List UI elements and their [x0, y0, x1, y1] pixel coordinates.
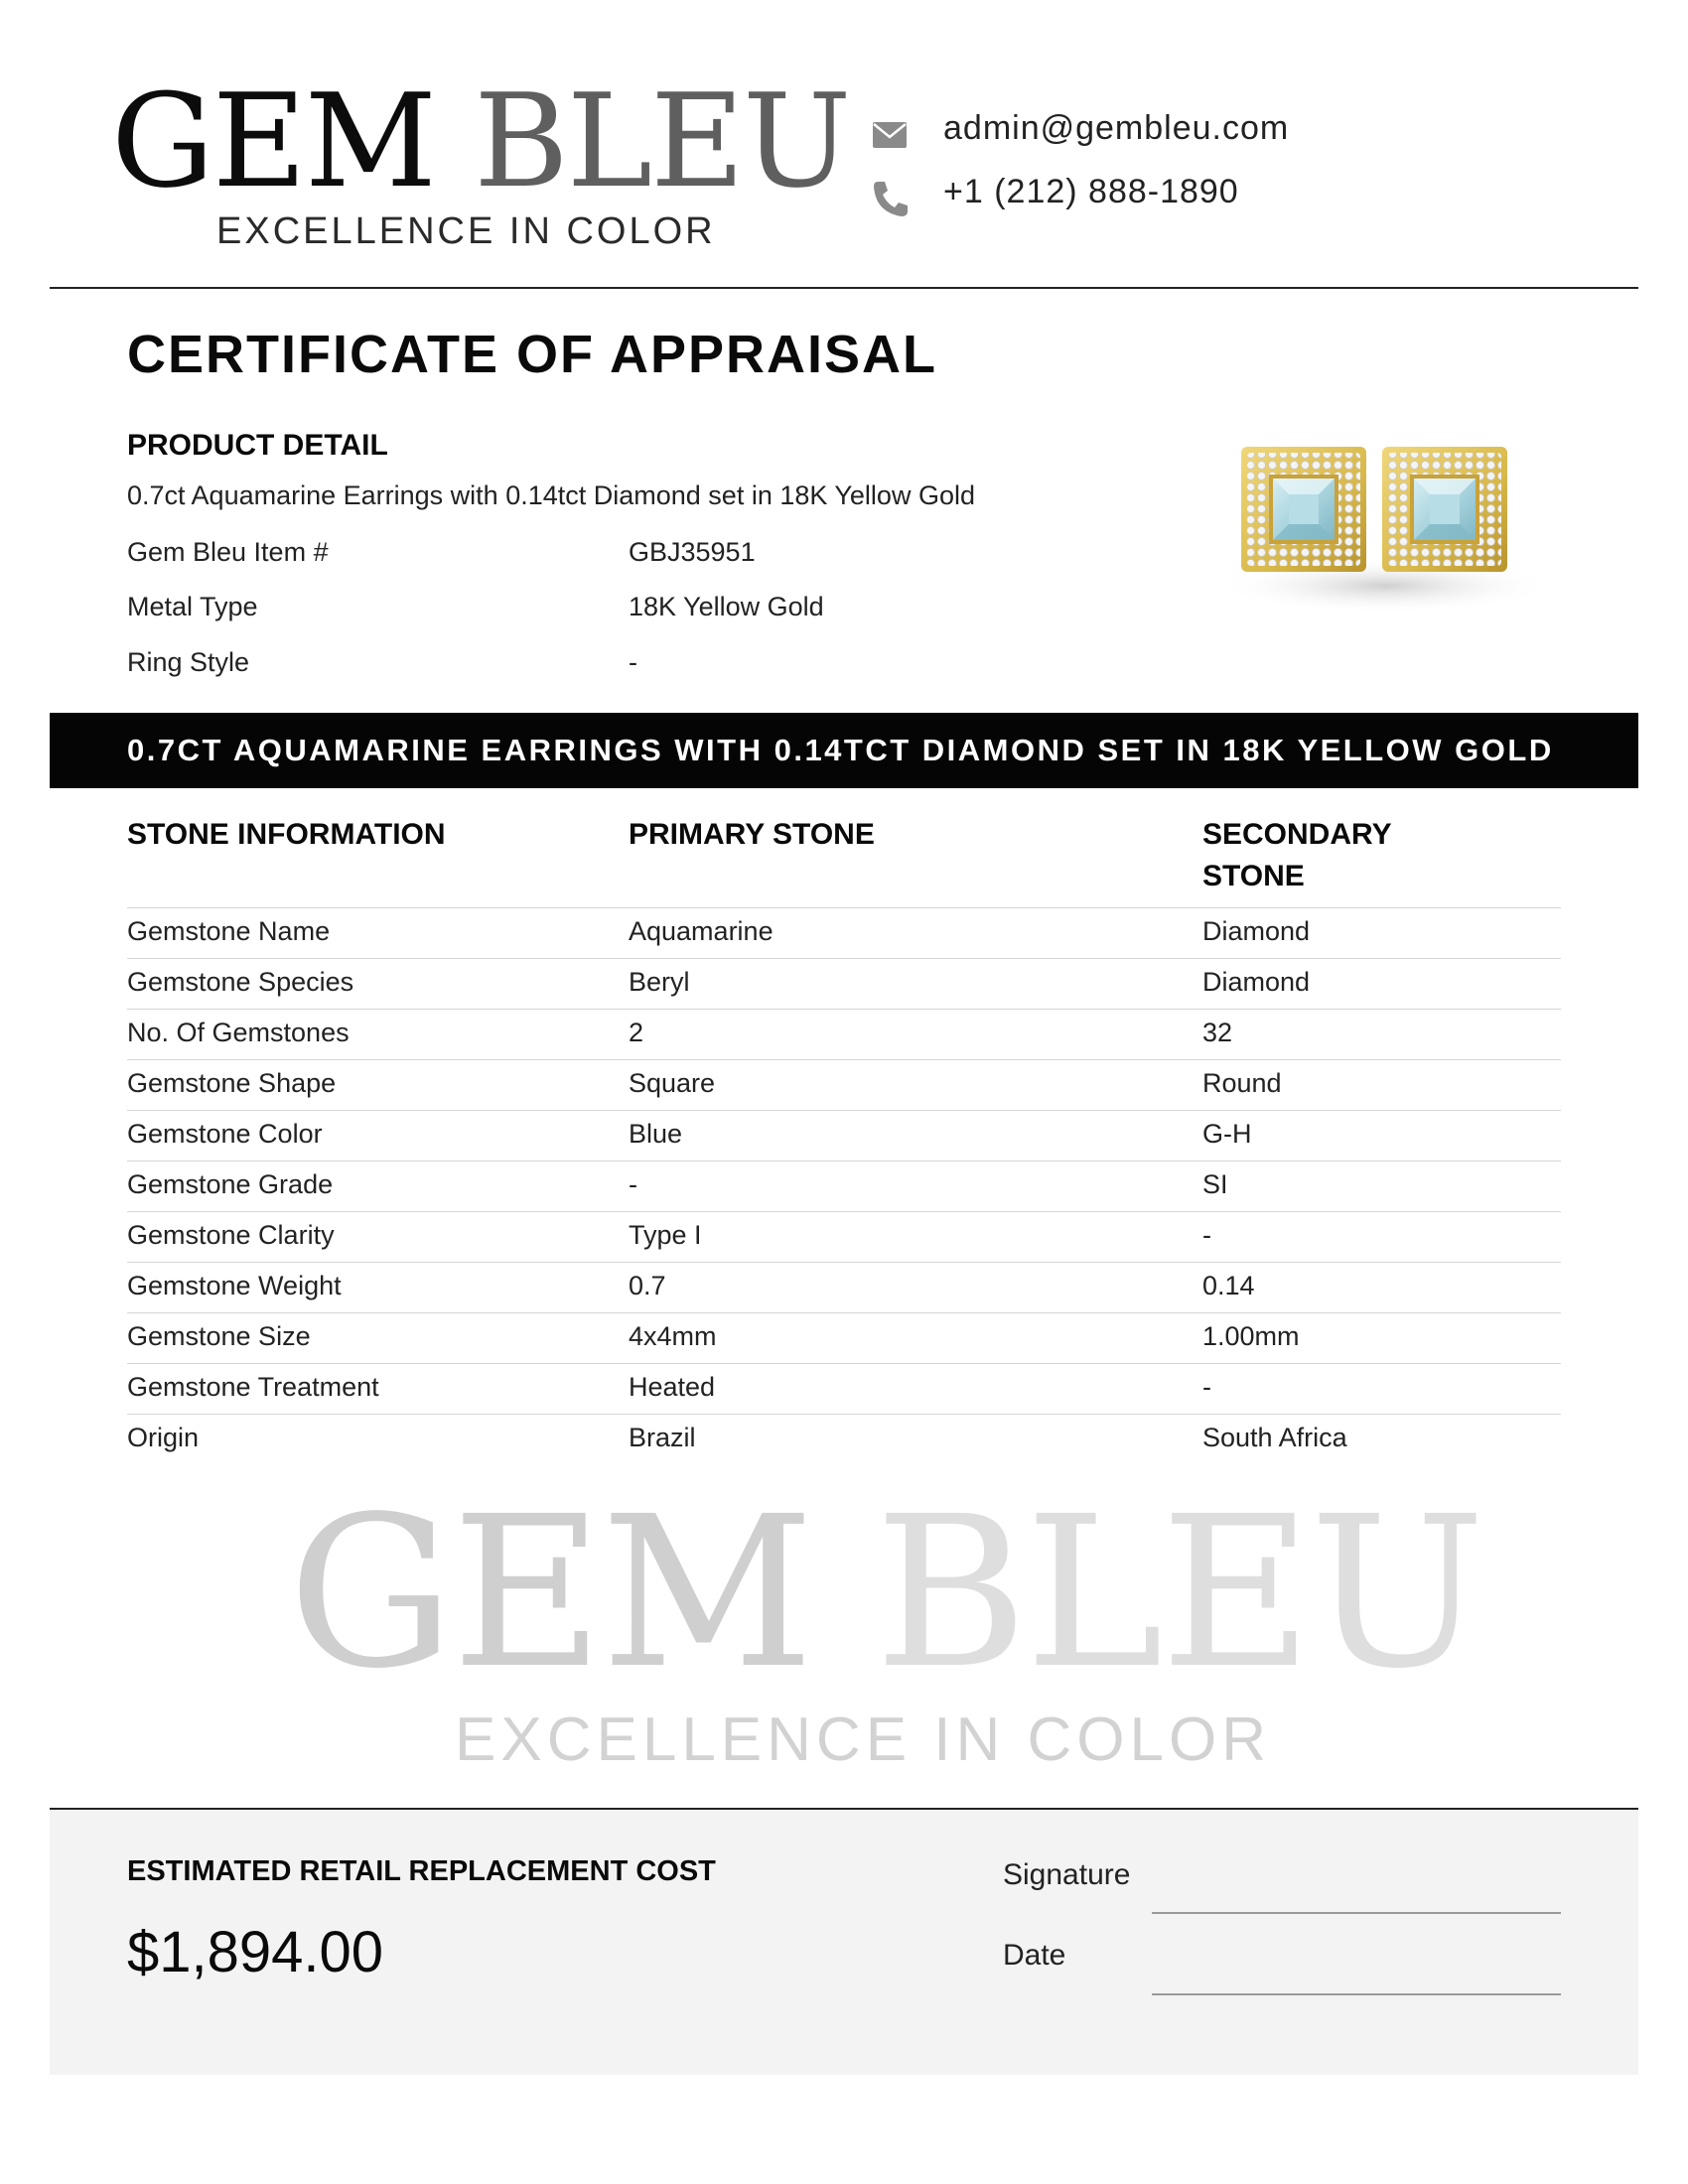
cell-label: Gemstone Name: [127, 916, 331, 946]
cell-secondary: -: [1202, 1220, 1211, 1250]
date-line[interactable]: [1152, 1993, 1561, 1995]
cell-secondary: Round: [1202, 1068, 1282, 1098]
col-header-primary: PRIMARY STONE: [629, 818, 875, 851]
cell-label: Gemstone Grade: [127, 1169, 334, 1199]
cell-primary: Heated: [629, 1372, 716, 1402]
table-row: [127, 958, 1561, 1010]
cell-primary: Beryl: [629, 967, 690, 997]
cost-label: ESTIMATED RETAIL REPLACEMENT COST: [127, 1855, 716, 1887]
logo-tagline: EXCELLENCE IN COLOR: [216, 210, 716, 252]
ring-style-value: -: [629, 647, 637, 677]
cell-label: Gemstone Clarity: [127, 1220, 335, 1250]
item-number-label: Gem Bleu Item #: [127, 537, 329, 567]
table-row: [127, 1110, 1561, 1161]
table-row: [127, 1211, 1561, 1263]
cell-label: No. Of Gemstones: [127, 1018, 350, 1047]
certificate-title: CERTIFICATE OF APPRAISAL: [127, 325, 937, 384]
table-row: [127, 1059, 1561, 1111]
cell-primary: Aquamarine: [629, 916, 774, 946]
phone-icon: [872, 175, 912, 214]
logo-wordmark: [111, 66, 850, 216]
date-label: Date: [1003, 1939, 1066, 1972]
watermark-wordmark: [288, 1471, 1482, 1714]
cell-secondary: Diamond: [1202, 916, 1311, 946]
logo-word-gem: GEM: [111, 66, 435, 216]
signature-label: Signature: [1003, 1858, 1131, 1891]
cell-primary: Square: [629, 1068, 716, 1098]
table-row: [127, 1414, 1561, 1465]
cell-secondary: South Africa: [1202, 1423, 1347, 1452]
brand-watermark: [288, 1471, 1482, 1782]
product-banner: [50, 713, 1638, 788]
cell-primary: -: [629, 1169, 637, 1199]
signature-line[interactable]: [1152, 1912, 1561, 1914]
cell-primary: Blue: [629, 1119, 683, 1149]
cell-secondary: 32: [1202, 1018, 1233, 1047]
cell-secondary: G-H: [1202, 1119, 1252, 1149]
cell-secondary: SI: [1202, 1169, 1228, 1199]
product-description: 0.7ct Aquamarine Earrings with 0.14tct Diamond set in 18K Yellow Gold: [127, 480, 975, 510]
table-row: [127, 907, 1561, 959]
cell-secondary: 0.14: [1202, 1271, 1255, 1300]
phone-link[interactable]: +1 (212) 888-1890: [943, 173, 1239, 210]
item-number-value: GBJ35951: [629, 537, 756, 567]
cell-label: Gemstone Shape: [127, 1068, 337, 1098]
metal-type-value: 18K Yellow Gold: [629, 592, 824, 621]
watermark-word-gem: GEM: [288, 1471, 812, 1714]
cell-primary: Type I: [629, 1220, 702, 1250]
product-detail-heading: PRODUCT DETAIL: [127, 429, 388, 462]
col-header-stone-info: STONE INFORMATION: [127, 818, 446, 851]
table-row: [127, 1009, 1561, 1060]
cell-primary: Brazil: [629, 1423, 696, 1452]
cell-label: Gemstone Color: [127, 1119, 323, 1149]
table-row: [127, 1312, 1561, 1364]
cell-label: Origin: [127, 1423, 200, 1452]
cell-secondary: Diamond: [1202, 967, 1311, 997]
cell-primary: 0.7: [629, 1271, 666, 1300]
table-row: [127, 1160, 1561, 1212]
cell-secondary: -: [1202, 1372, 1211, 1402]
envelope-icon: [872, 115, 912, 155]
cell-label: Gemstone Weight: [127, 1271, 342, 1300]
table-row: [127, 1363, 1561, 1415]
appraisal-footer: [50, 1808, 1638, 2075]
cell-secondary: 1.00mm: [1202, 1321, 1300, 1351]
metal-type-label: Metal Type: [127, 592, 258, 621]
product-image: [1201, 427, 1559, 635]
cell-label: Gemstone Treatment: [127, 1372, 379, 1402]
cell-label: Gemstone Species: [127, 967, 354, 997]
product-banner-title: 0.7CT AQUAMARINE EARRINGS WITH 0.14TCT DIAMOND SET IN 18K YELLOW GOLD: [127, 733, 1554, 767]
watermark-tagline: EXCELLENCE IN COLOR: [455, 1706, 1271, 1774]
header-divider: [50, 287, 1638, 289]
cell-label: Gemstone Size: [127, 1321, 311, 1351]
col-header-secondary: SECONDARY STONE: [1202, 818, 1392, 892]
cell-primary: 4x4mm: [629, 1321, 717, 1351]
brand-logo: [111, 66, 850, 260]
logo-word-bleu: BLEU: [474, 66, 850, 216]
cost-value: $1,894.00: [127, 1920, 384, 1984]
table-row: [127, 1262, 1561, 1313]
ring-style-label: Ring Style: [127, 647, 250, 677]
cell-primary: 2: [629, 1018, 644, 1047]
watermark-word-bleu: BLEU: [874, 1471, 1482, 1714]
email-link[interactable]: admin@gembleu.com: [943, 109, 1290, 147]
